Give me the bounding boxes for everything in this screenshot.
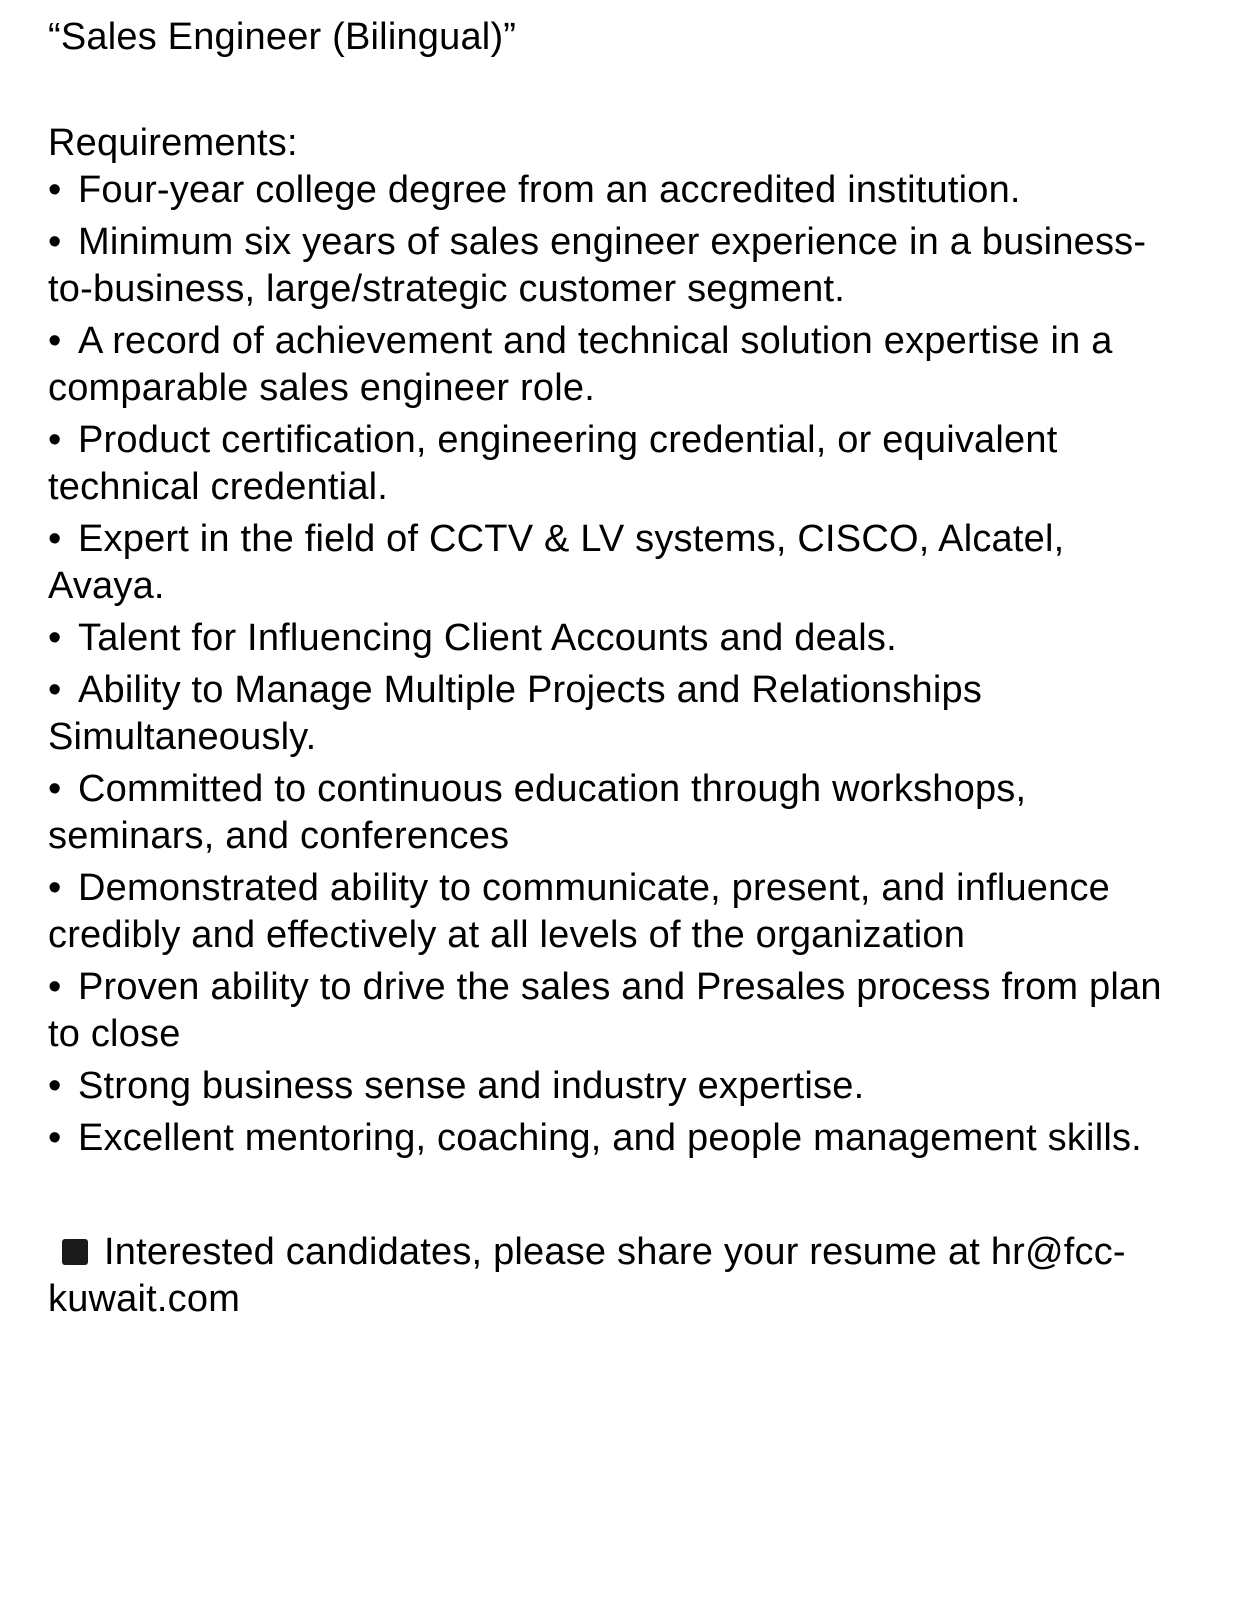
requirement-text: Excellent mentoring, coaching, and people management skills.	[78, 1117, 1142, 1159]
requirement-text: Ability to Manage Multiple Projects and Relationships Simultaneously.	[48, 669, 983, 758]
requirement-item	[48, 1115, 1188, 1162]
bullet: •	[48, 1065, 62, 1107]
black-square-icon	[62, 1239, 88, 1265]
cta-text: Interested candidates, please share your resume at hr@fcc-kuwait.com	[48, 1231, 1126, 1320]
bullet: •	[48, 1117, 62, 1159]
requirement-item	[48, 219, 1188, 313]
bullet: •	[48, 669, 62, 711]
bullet: •	[48, 419, 62, 461]
bullet: •	[48, 966, 62, 1008]
requirement-text: Expert in the field of CCTV & LV systems, CISCO, Alcatel, Avaya.	[48, 518, 1065, 607]
requirement-text: Product certification, engineering credential, or equivalent technical credential.	[48, 419, 1058, 508]
bullet: •	[48, 221, 62, 263]
requirement-text: Strong business sense and industry expertise.	[78, 1065, 865, 1107]
bullet: •	[48, 320, 62, 362]
bullet: •	[48, 169, 62, 211]
bullet: •	[48, 867, 62, 909]
requirement-item	[48, 964, 1188, 1058]
requirement-text: A record of achievement and technical solution expertise in a comparable sales engineer role.	[48, 320, 1113, 409]
spacer	[48, 1167, 1188, 1229]
requirement-text: Talent for Influencing Client Accounts and deals.	[78, 617, 897, 659]
requirement-item	[48, 318, 1188, 412]
requirement-item	[48, 167, 1188, 214]
bullet: •	[48, 518, 62, 560]
requirement-item	[48, 766, 1188, 860]
requirement-item	[48, 417, 1188, 511]
call-to-action	[48, 1229, 1188, 1323]
spacer	[48, 61, 1188, 120]
requirement-text: Demonstrated ability to communicate, present, and influence credibly and effectively at all levels of the organization	[48, 867, 1111, 956]
requirement-text: Proven ability to drive the sales and Presales process from plan to close	[48, 966, 1162, 1055]
requirements-list	[48, 167, 1188, 1162]
bullet: •	[48, 768, 62, 810]
job-title: “Sales Engineer (Bilingual)”	[48, 16, 517, 58]
requirement-text: Committed to continuous education through workshops, seminars, and conferences	[48, 768, 1027, 857]
requirement-item	[48, 667, 1188, 761]
requirement-text: Four-year college degree from an accredited institution.	[78, 169, 1021, 211]
requirement-item	[48, 1063, 1188, 1110]
requirement-item	[48, 615, 1188, 662]
bullet: •	[48, 617, 62, 659]
requirement-text: Minimum six years of sales engineer experience in a business-to-business, large/strategic customer segment.	[48, 221, 1147, 310]
requirements-heading: Requirements:	[48, 122, 298, 164]
requirement-item	[48, 865, 1188, 959]
requirement-item	[48, 516, 1188, 610]
job-posting	[48, 14, 1188, 1323]
